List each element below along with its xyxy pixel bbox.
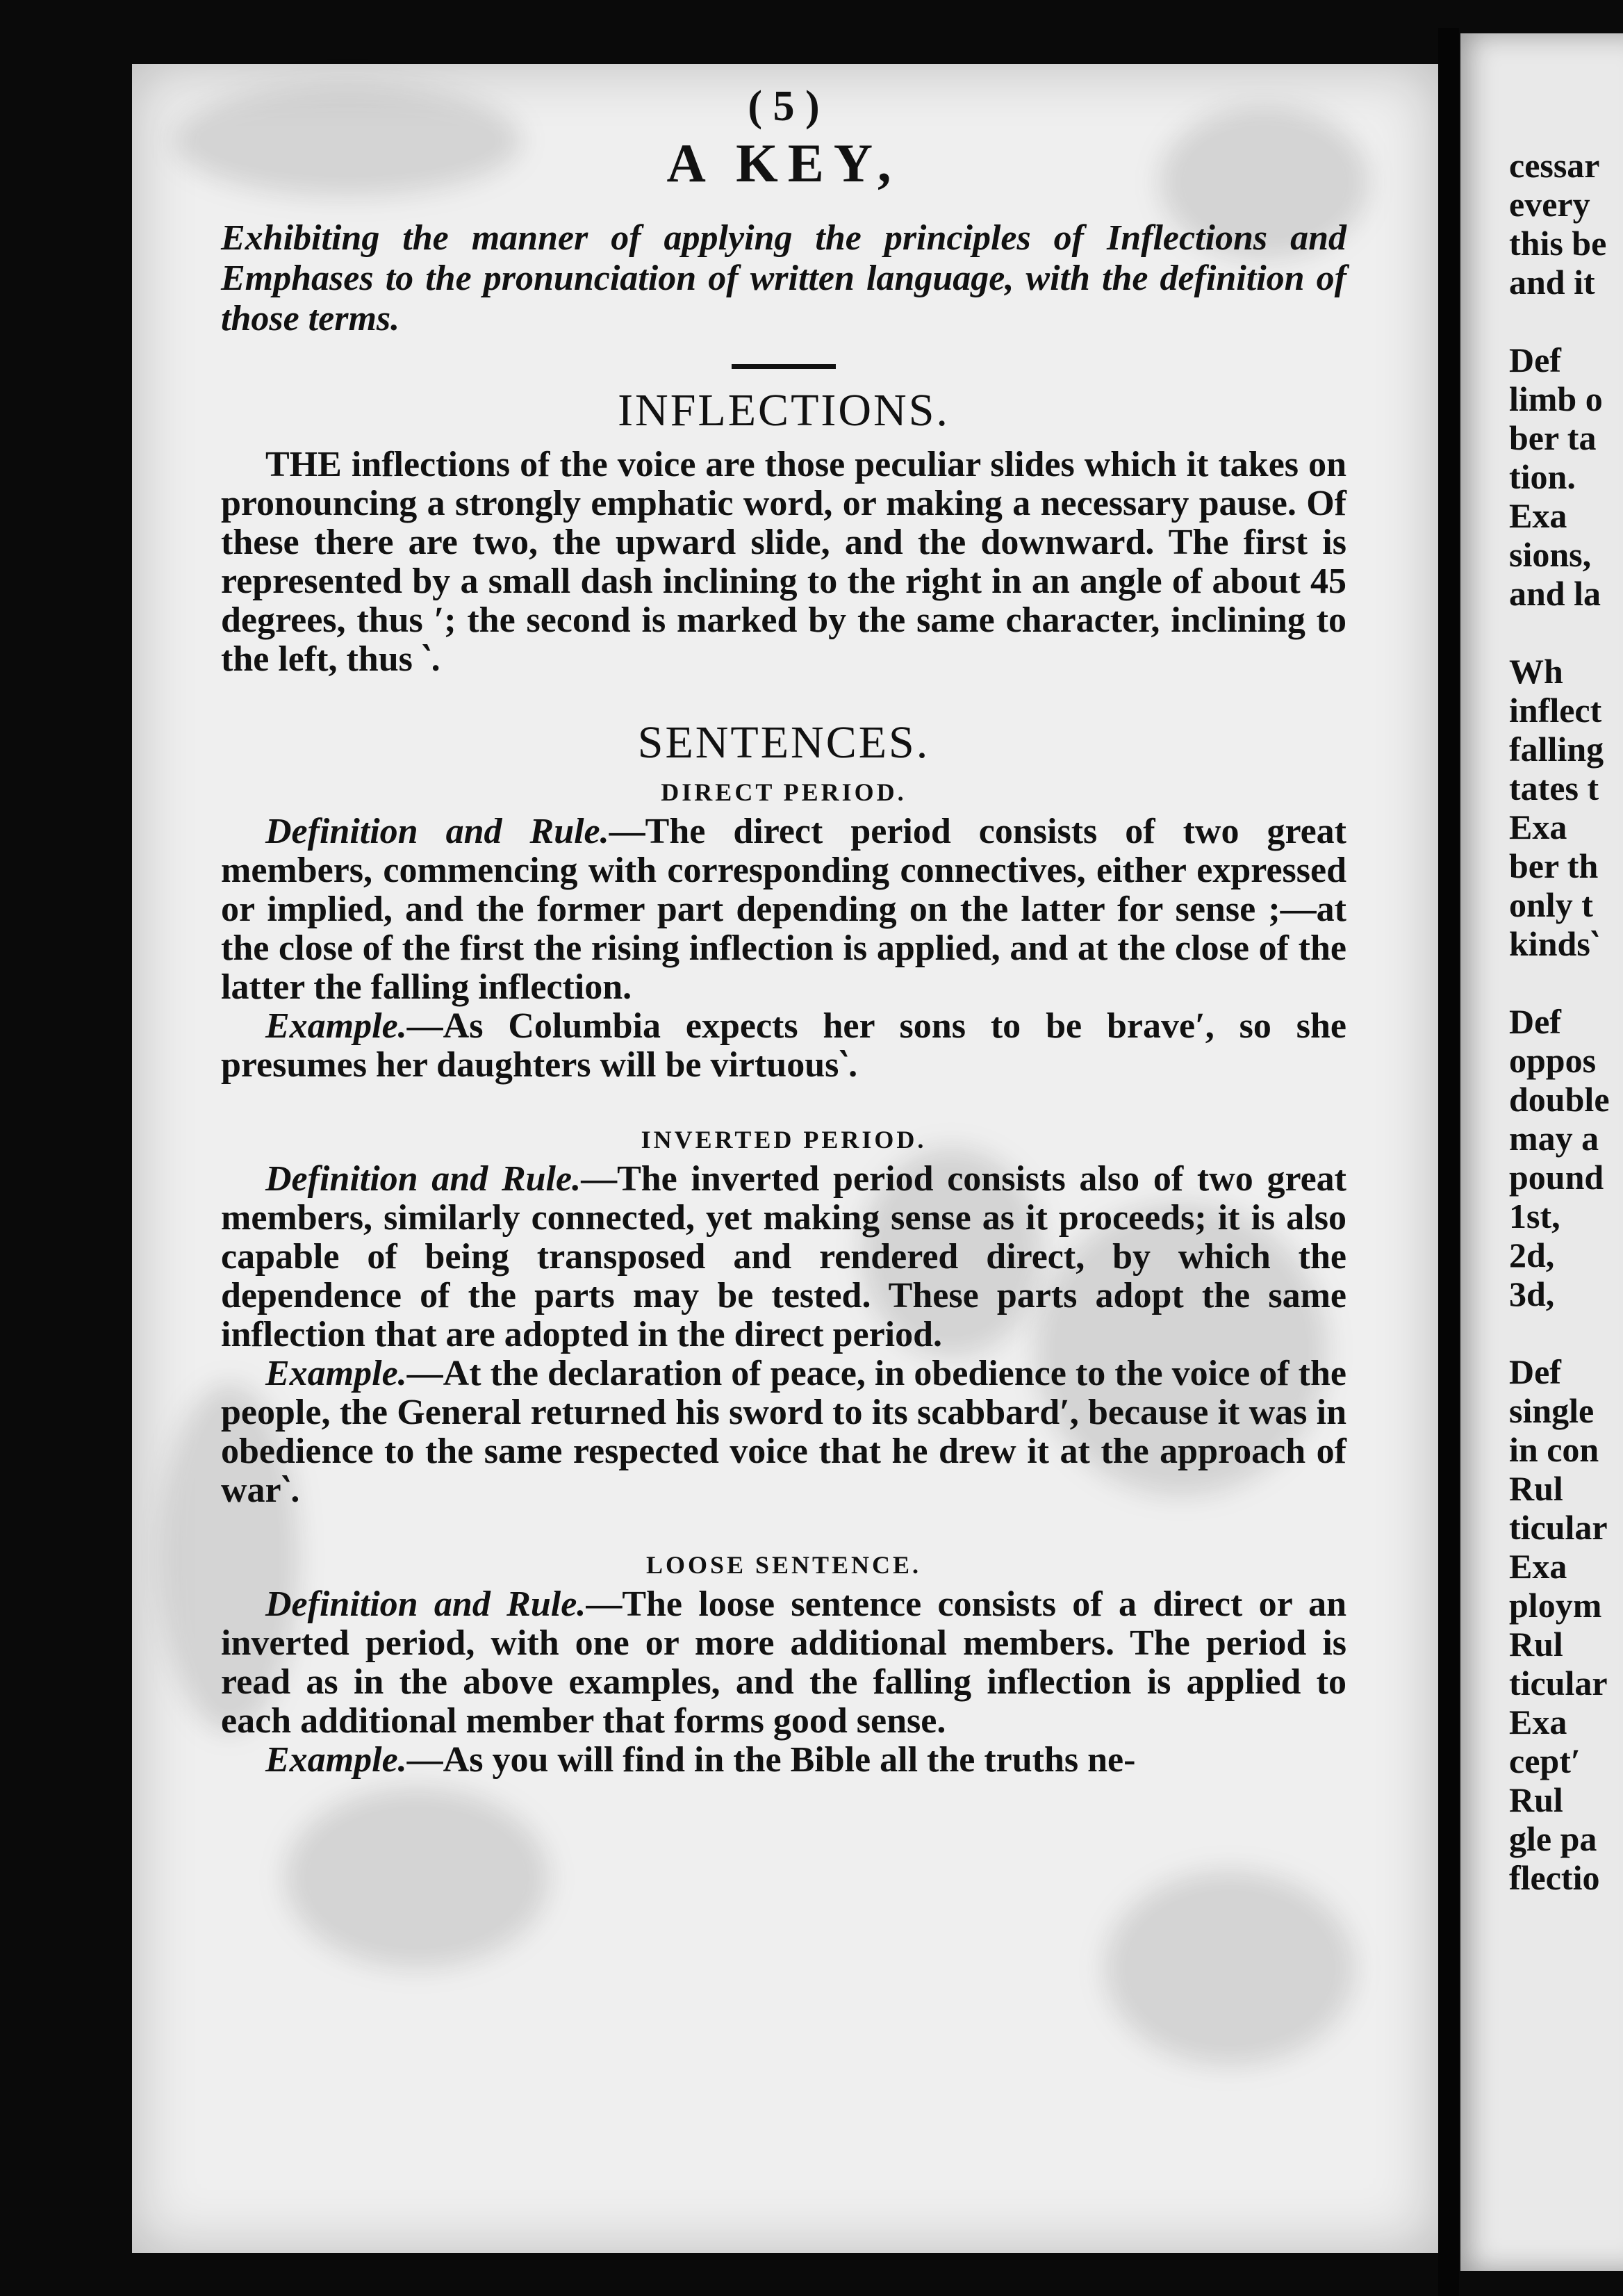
right-page-line [1509,1313,1623,1352]
inflections-heading: INFLECTIONS. [618,385,950,436]
right-page-line: oppos [1509,1041,1597,1080]
right-page-line: falling [1509,730,1604,769]
page-number: ( 5 ) [748,83,820,130]
right-page-line: ber th [1509,846,1599,885]
right-page-line: cept′ [1509,1741,1581,1780]
right-page-line: 3d, [1509,1274,1555,1313]
loose-example-text: —As you will find in the Bible all the truths ne- [406,1740,1136,1780]
page-title: A KEY, [666,133,901,193]
subtitle: Exhibiting the manner of applying the principles of Inflections and Emphases to the pronunciation of written language, with the definition of those terms. [221,218,1346,338]
direct-period-rule-text: —The direct period consists of two great members, commencing with corresponding connectives, either expressed or implied, and the former part depending on the latter for sense ;—at the close of the first the rising inflection is applied, and at the close of the latter the falling inflection. [221,812,1346,1007]
right-page-line: Exa [1509,1547,1567,1586]
right-page-line: 1st, [1509,1197,1560,1236]
direct-period-label: Definition and Rule. [265,812,609,851]
right-page-line: 2d, [1509,1236,1555,1274]
right-page-line: tates t [1509,769,1599,807]
binding-gutter [1438,28,1459,2296]
right-page-line: this be [1509,224,1607,263]
right-page-line: kinds‵ [1509,924,1599,963]
right-page-line: only t [1509,885,1593,924]
right-page-line: Exa [1509,1703,1567,1741]
right-page-line: ticular [1509,1664,1608,1703]
direct-period-rule [221,812,1346,1007]
loose-sentence-label: Definition and Rule. [265,1584,586,1624]
right-page-line: pound [1509,1158,1604,1197]
right-page-line: flectio [1509,1858,1600,1897]
inflections-body: THE inflections of the voice are those peculiar slides which it takes on pronouncing a strongly emphatic word, or making a necessary pause. Of these there are two, the upward slide, and the downward. The first is represented by a small dash inclining to the right in an angle of about 45 degrees, thus ′; the second is marked by the same character, inclining to the left, thus ‵. [221,445,1346,679]
right-page-line: sions, [1509,535,1592,574]
inverted-period-heading: INVERTED PERIOD. [641,1126,927,1154]
right-page-line: Exa [1509,496,1567,535]
direct-period-heading: DIRECT PERIOD. [661,778,907,806]
right-page-line: gle pa [1509,1819,1597,1858]
title-rule [732,364,836,369]
loose-sentence-rule [221,1585,1346,1741]
right-page-line: Rul [1509,1469,1563,1508]
right-page-line: single [1509,1391,1595,1430]
right-page-line [1509,963,1623,1002]
direct-example-text: —As Columbia expects her sons to be brave′, so she presumes her daughters will be virtuous‵. [221,1006,1346,1085]
loose-sentence-heading: LOOSE SENTENCE. [645,1551,922,1579]
right-page-line: Wh [1509,652,1563,691]
loose-example-label: Example. [265,1740,407,1780]
right-page-line: Def [1509,1002,1561,1041]
right-page-line: may a [1509,1119,1599,1158]
inverted-period-rule [221,1160,1346,1354]
inverted-period-rule-text: —The inverted period consists also of two great members, similarly connected, yet making sense as it proceeds; it is also capable of being transposed and rendered direct, by which the dependence of the parts may be tested. These parts adopt the same inflection that are adopted in the direct period. [221,1159,1346,1354]
inverted-period-example [221,1354,1346,1510]
loose-sentence-example [221,1741,1346,1780]
right-page-line: Exa [1509,807,1567,846]
right-page-line: ber ta [1509,418,1597,457]
direct-period-example [221,1007,1346,1085]
right-page-line: ploym [1509,1586,1602,1625]
direct-example-label: Example. [265,1006,407,1046]
right-page-line: cessar [1509,146,1600,185]
sentences-heading: SENTENCES. [637,717,930,768]
right-page-line: Def [1509,1352,1561,1391]
right-page-line: and la [1509,574,1601,613]
loose-sentence-rule-text: —The loose sentence consists of a direct or an inverted period, with one or more additional members. The period is read as in the above examples, and the falling inflection is applied to each additional member that forms good sense. [221,1584,1346,1741]
right-page-line [1509,613,1623,652]
right-page-line: in con [1509,1430,1599,1469]
right-page-line: inflect [1509,691,1602,730]
right-page-line: Rul [1509,1625,1563,1664]
right-page-line: tion. [1509,457,1576,496]
left-page-text [221,82,1346,1780]
inverted-example-text: —At the declaration of peace, in obedience to the voice of the people, the General returned his sword to its scabbard′, because it was in obedience to the same respected voice that he drew it at the approach of war‵. [221,1354,1346,1510]
right-page-line: Def [1509,341,1561,379]
right-page-line: Rul [1509,1780,1563,1819]
right-page-line: limb o [1509,379,1603,418]
inverted-period-label: Definition and Rule. [265,1159,582,1199]
right-page-line: every [1509,185,1590,224]
right-page-line: double [1509,1080,1610,1119]
right-page-text [1509,146,1623,1897]
inverted-example-label: Example. [265,1354,407,1393]
right-page-line: ticular [1509,1508,1608,1547]
right-page-line: and it [1509,263,1595,302]
right-page-line [1509,302,1623,341]
